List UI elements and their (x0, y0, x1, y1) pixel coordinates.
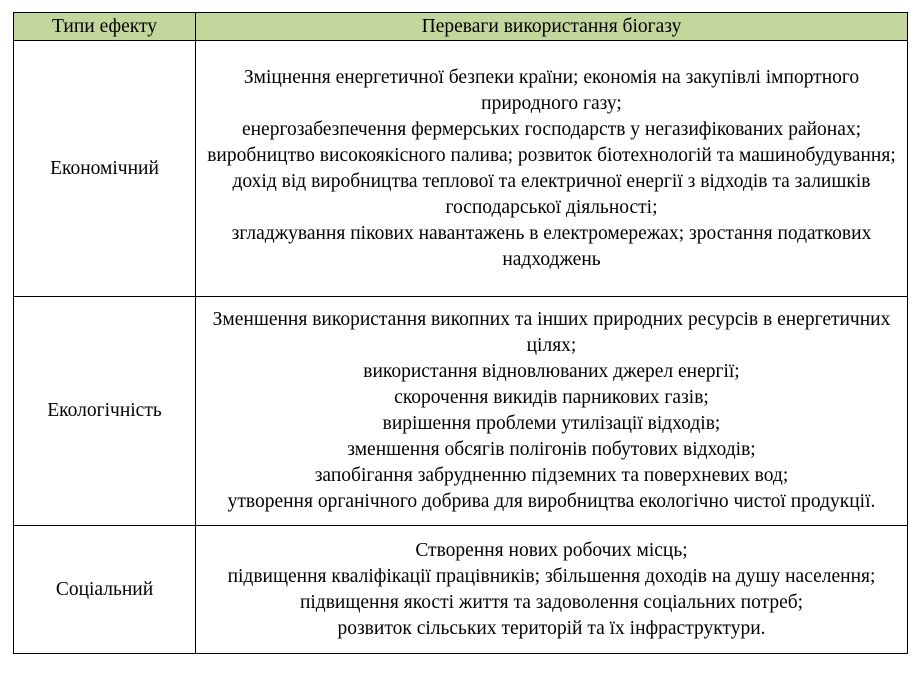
benefit-line: використання відновлюваних джерел енергії; (363, 361, 740, 382)
benefit-line: вирішення проблеми утилізації відходів; (382, 413, 721, 434)
benefits-cell (196, 526, 908, 654)
benefit-line: підвищення кваліфікації працівників; збільшення доходів на душу населення; (227, 565, 876, 587)
benefit-line: зменшення обсягів полігонів побутових відходів; (347, 439, 756, 460)
benefit-line: запобігання забрудненню підземних та поверхневих вод; (314, 465, 789, 486)
benefit-line: підвищення якості життя та задоволення соціальних потреб; (299, 591, 804, 613)
effect-type-cell: Економічний (14, 41, 196, 297)
effect-type-cell: Соціальний (14, 526, 196, 654)
benefits-cell (196, 41, 908, 297)
benefit-line: розвиток сільських територій та їх інфраструктури. (337, 617, 766, 639)
benefit-line: утворення органічного добрива для виробництва екологічно чистої продукції. (227, 491, 876, 512)
effect-type-cell: Екологічність (14, 297, 196, 526)
benefit-line: згладжування пікових навантажень в електромережах; зростання податкових надходжень (231, 222, 872, 270)
benefits-cell (196, 297, 908, 526)
header-benefits: Переваги використання біогазу (196, 13, 908, 41)
header-effect-type: Типи ефекту (14, 13, 196, 41)
benefit-line: Зміцнення енергетичної безпеки країни; економія на закупівлі імпортного природного газу; (243, 66, 860, 114)
benefit-line: виробництво високоякісного палива; розвиток біотехнологій та машинобудування; (207, 144, 896, 166)
benefit-line: Зменшення використання викопних та інших природних ресурсів в енергетичних цілях; (212, 309, 891, 356)
table-row-ecological (14, 297, 908, 526)
benefit-line: енергозабезпечення фермерських господарств у негазифікованих районах; (241, 118, 862, 140)
table-row-social (14, 526, 908, 654)
table-row-economic (14, 41, 908, 297)
benefit-line: Створення нових робочих місць; (415, 539, 688, 561)
biogas-benefits-table (13, 12, 908, 654)
benefit-line: дохід від виробництва теплової та електричної енергії з відходів та залишків господарської діяльності; (232, 170, 871, 218)
table-header-row (14, 13, 908, 41)
benefit-line: скорочення викидів парникових газів; (394, 387, 709, 408)
